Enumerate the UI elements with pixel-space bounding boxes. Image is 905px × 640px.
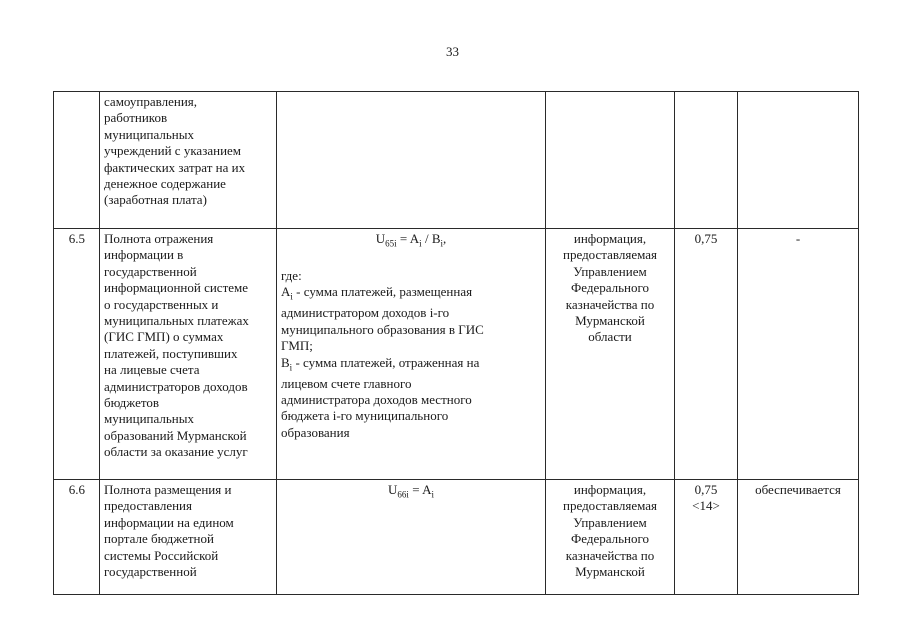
table-row: [54, 229, 859, 480]
source-cell: [546, 229, 675, 480]
indicator-name-line: предоставления: [104, 498, 192, 514]
indicator-name-line: (ГИС ГМП) о суммах: [104, 329, 224, 345]
indicator-name-line: муниципальных платежах: [104, 313, 249, 329]
source-cell: [546, 92, 675, 229]
formula-explanation-line: образования: [281, 424, 350, 440]
indicator-name-line: бюджетов: [104, 395, 160, 411]
indicator-number-cell: 6.6: [54, 480, 100, 595]
formula-explanation-line: $B_i$ - сумма платежей, отраженная на: [281, 354, 480, 373]
indicator-name-line: (заработная плата): [104, 192, 207, 208]
source-line: Мурманской: [575, 313, 645, 329]
indicator-name-line: денежное содержание: [104, 176, 226, 192]
indicator-name-line: государственной: [104, 263, 197, 279]
source-line: Федерального: [570, 531, 650, 547]
page-number: 33: [446, 44, 459, 59]
table-row: [54, 92, 859, 229]
source-line: предоставляемая: [563, 498, 657, 514]
formula-explanation-line: администратором доходов i-го: [281, 305, 450, 321]
source-line: области: [588, 329, 632, 345]
formula-explanation-line: бюджета i-го муниципального: [281, 408, 449, 424]
note-cell: -: [738, 229, 859, 480]
source-line: казначейства по: [565, 296, 655, 312]
weight-cell: [675, 92, 738, 229]
table-row: [54, 480, 859, 595]
indicator-name-line: работников: [104, 110, 168, 126]
formula-explanation-line: ГМП;: [281, 338, 313, 354]
indicator-name-line: образований Мурманской: [104, 427, 247, 443]
note-cell: обеспечивается: [738, 480, 859, 595]
source-line: казначейства по: [565, 547, 655, 563]
indicator-name-line: портале бюджетной: [104, 531, 214, 547]
indicator-name-line: платежей, поступивших: [104, 345, 238, 361]
formula-cell: [277, 480, 546, 595]
indicator-name-line: области за оказание услуг: [104, 444, 248, 460]
source-line: Управлением: [573, 514, 647, 530]
indicator-number-cell: 6.5: [54, 229, 100, 480]
indicator-name-line: администраторов доходов: [104, 378, 248, 394]
formula-explanation-line: $A_i$ - сумма платежей, размещенная: [281, 284, 473, 302]
source-line: информация,: [573, 482, 647, 497]
source-line: предоставляемая: [563, 247, 657, 263]
formula-explanation-line: администратора доходов местного: [281, 392, 472, 408]
weight-cell: [675, 229, 738, 480]
source-cell: [546, 480, 675, 595]
indicator-name-line: самоуправления,: [104, 94, 198, 109]
formula-explanation-line: где:: [281, 268, 302, 283]
indicator-name-line: системы Российской: [104, 547, 219, 563]
formula-cell: [277, 229, 546, 480]
indicator-name-line: информационной системе: [104, 280, 249, 296]
weight-cell: [675, 480, 738, 595]
source-line: Управлением: [573, 263, 647, 279]
formula-text: $U_{66i} = A_i$: [388, 482, 434, 500]
indicator-name-cell: [100, 480, 277, 595]
formula-cell: [277, 92, 546, 229]
indicator-name-line: учреждений с указанием: [104, 143, 242, 159]
source-line: Мурманской: [575, 564, 645, 580]
indicator-name-line: государственной: [104, 564, 197, 580]
weight-line: <14>: [692, 498, 720, 514]
indicator-name-line: информации на едином: [104, 514, 234, 530]
indicator-name-line: муниципальных: [104, 126, 195, 142]
formula-text: $U_{65i} = A_i / B_i$,: [375, 231, 447, 249]
indicator-name-cell: [100, 92, 277, 229]
indicator-name-line: муниципальных: [104, 411, 195, 427]
indicator-number-cell: [54, 92, 100, 229]
indicator-name-line: на лицевые счета: [104, 362, 200, 378]
source-line: информация,: [573, 231, 647, 246]
indicator-name-line: информации в: [104, 247, 184, 263]
note-cell: [738, 92, 859, 229]
weight-line: 0,75: [694, 482, 718, 497]
indicator-name-line: фактических затрат на их: [104, 159, 246, 175]
formula-explanation-line: муниципального образования в ГИС: [281, 321, 484, 337]
formula-explanation-line: лицевом счете главного: [281, 375, 412, 391]
indicator-name-line: Полнота отражения: [104, 231, 214, 246]
indicator-name-line: Полнота размещения и: [104, 482, 232, 497]
indicators-table: [53, 91, 859, 595]
indicator-name-line: о государственных и: [104, 296, 219, 312]
indicator-name-cell: [100, 229, 277, 480]
weight-line: 0,75: [694, 231, 718, 246]
source-line: Федерального: [570, 280, 650, 296]
